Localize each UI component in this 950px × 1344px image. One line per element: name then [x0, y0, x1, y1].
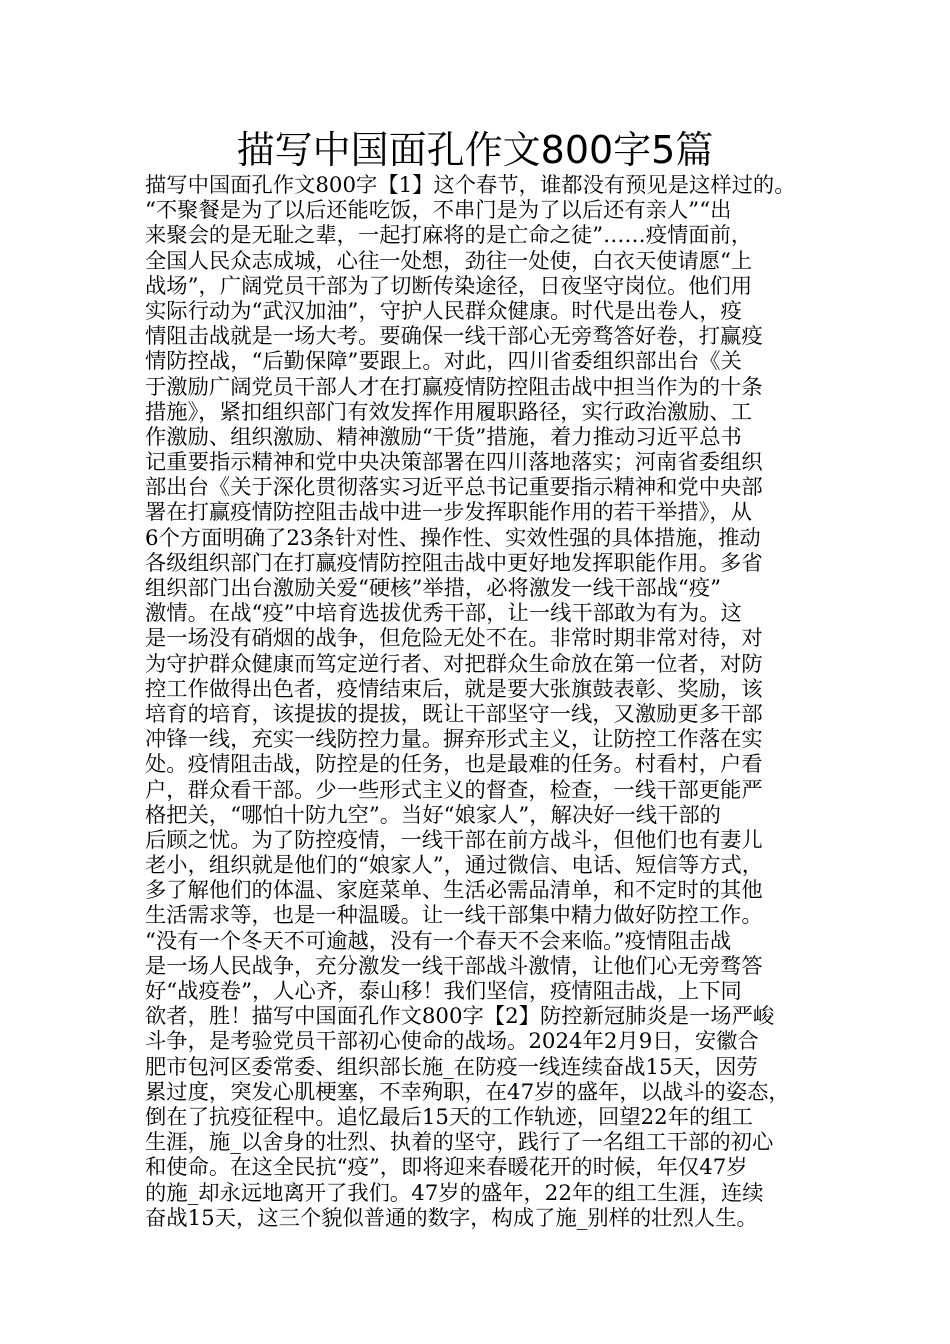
body-text-line: 实际行动为“武汉加油”，守护人民群众健康。时代是出卷人，疫 — [145, 298, 742, 324]
body-text-line: 于激励广阔党员干部人才在打赢疫情防控阻击战中担当作为的十条 — [145, 374, 763, 400]
body-text-line: 冲锋一线，充实一线防控力量。摒弃形式主义，让防控工作落在实 — [145, 727, 763, 753]
body-text-line: 控工作做得出色者，疫情结束后，就是要大张旗鼓表彰、奖励，该 — [145, 676, 763, 702]
body-text-line: 描写中国面孔作文800字【1】这个春节，谁都没有预见是这样过的。 — [145, 173, 796, 198]
body-text-line: 各级组织部门在打赢疫情防控阻击战中更好地发挥职能作用。多省 — [145, 550, 763, 576]
body-text-line: 来聚会的是无耻之辈，一起打麻将的是亡命之徒”……疫情面前， — [145, 223, 753, 249]
body-text-line: 措施》，紧扣组织部门有效发挥作用履职路径，实行政治激励、工 — [145, 399, 752, 425]
body-text-line: “不聚餐是为了以后还能吃饭，不串门是为了以后还有亲人”“出 — [145, 198, 732, 224]
body-text-line: 的施_却永远地离开了我们。47岁的盛年，22年的组工生涯，连续 — [145, 1180, 764, 1206]
body-text-line: 生活需求等，也是一种温暖。让一线干部集中精力做好防控工作。 — [145, 903, 763, 929]
body-text-line: 情阻击战就是一场大考。要确保一线干部心无旁骛答好卷，打赢疫 — [145, 324, 763, 350]
body-text-line: 好“战疫卷”，人心齐，泰山移！我们坚信，疫情阻击战，上下同 — [145, 979, 742, 1004]
body-text-line: 欲者，胜！描写中国面孔作文800字【2】防控新冠肺炎是一场严峻 — [145, 1004, 775, 1030]
body-text-line: 累过度，突发心肌梗塞，不幸殉职，在47岁的盛年，以战斗的姿态， — [145, 1079, 790, 1105]
document-body — [145, 173, 825, 1231]
body-text-line: 是一场人民战争，充分激发一线干部战斗激情，让他们心无旁骛答 — [145, 953, 763, 979]
body-text-line: “没有一个冬天不可逾越，没有一个春天不会来临。”疫情阻击战 — [145, 928, 732, 954]
body-text-line: 奋战15天，这三个貌似普通的数字，构成了施_别样的壮烈人生。 — [145, 1205, 758, 1231]
body-text-line: 户，群众看干部。少一些形式主义的督查，检查，一线干部更能严 — [145, 777, 763, 803]
body-text-line: 多了解他们的体温、家庭菜单、生活必需品清单，和不定时的其他 — [145, 878, 763, 904]
body-text-line: 后顾之忧。为了防控疫情，一线干部在前方战斗，但他们也有妻儿 — [145, 827, 763, 853]
body-text-line: 6个方面明确了23条针对性、操作性、实效性强的具体措施，推动 — [145, 525, 761, 551]
body-text-line: 培育的培育，该提拔的提拔，既让干部坚守一线，又激励更多干部 — [145, 701, 763, 727]
body-text-line: 老小，组织就是他们的“娘家人”，通过微信、电话、短信等方式， — [145, 853, 764, 879]
body-text-line: 和使命。在这全民抗“疫”，即将迎来春暖花开的时候，年仅47岁 — [145, 1155, 748, 1181]
body-text-line: 斗争，是考验党员干部初心使命的战场。2024年2月9日，安徽合 — [145, 1029, 759, 1055]
body-text-line: 处。疫情阻击战，防控是的任务，也是最难的任务。村看村，户看 — [145, 752, 763, 778]
body-text-line: 记重要指示精神和党中央决策部署在四川落地落实；河南省委组织 — [145, 450, 763, 476]
body-text-line: 生涯，施_以舍身的壮烈、执着的坚守，践行了一名组工干部的初心 — [145, 1130, 774, 1156]
body-text-line: 是一场没有硝烟的战争，但危险无处不在。非常时期非常对待，对 — [145, 626, 763, 652]
body-text-line: 情防控战，“后勤保障”要跟上。对此，四川省委组织部出台《关 — [145, 349, 742, 375]
body-text-line: 倒在了抗疫征程中。追忆最后15天的工作轨迹，回望22年的组工 — [145, 1104, 753, 1130]
body-text-line: 肥市包河区委常委、组织部长施_在防疫一线连续奋战15天，因劳 — [145, 1054, 758, 1080]
body-text-line: 组织部门出台激励关爱“硬核”举措，必将激发一线干部战“疫” — [145, 576, 721, 601]
body-text-line: 格把关，“哪怕十防九空”。当好“娘家人”，解决好一线干部的 — [145, 802, 721, 828]
body-text-line: 部出台《关于深化贯彻落实习近平总书记重要指示精神和党中央部 — [145, 475, 763, 501]
body-text-line: 作激励、组织激励、精神激励“干货”措施，着力推动习近平总书 — [145, 424, 742, 450]
body-text-line: 战场”，广阔党员干部为了切断传染途径，日夜坚守岗位。他们用 — [145, 273, 753, 299]
body-text-line: 全国人民众志成城，心往一处想，劲往一处使，白衣天使请愿“上 — [145, 248, 753, 274]
body-text-line: 署在打赢疫情防控阻击战中进一步发挥职能作用的若干举措》，从 — [145, 500, 752, 526]
body-text-line: 为守护群众健康而笃定逆行者、对把群众生命放在第一位者，对防 — [145, 651, 763, 677]
document-title: 描写中国面孔作文800字5篇 — [236, 128, 714, 172]
body-text-line: 激情。在战“疫”中培育选拔优秀干部，让一线干部敢为有为。这 — [145, 601, 742, 627]
